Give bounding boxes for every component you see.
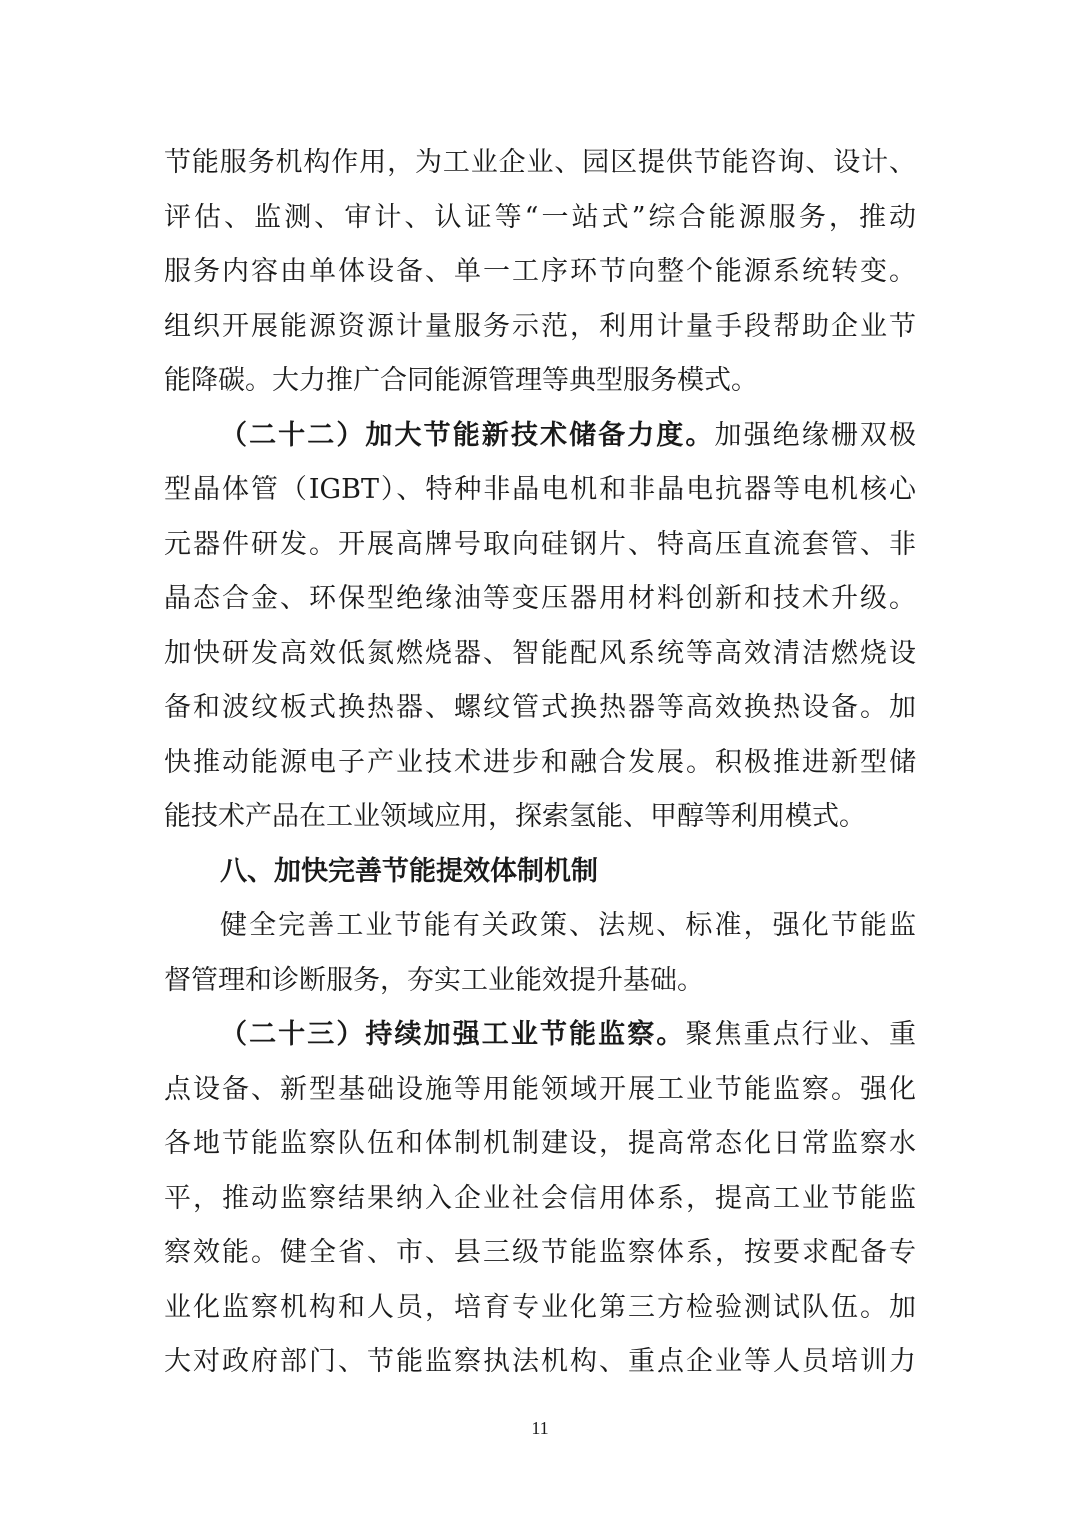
subsection-text: 聚焦重点行业、重 — [685, 1019, 916, 1050]
text-line: 快推动能源电子产业技术进步和融合发展。积极推进新型储 — [164, 746, 916, 778]
page-number: 11 — [531, 1418, 549, 1438]
text-line: 节能服务机构作用，为工业企业、园区提供节能咨询、设计、 — [164, 147, 916, 178]
text-line: 能技术产品在工业领域应用，探索氢能、甲醇等利用模式。 — [164, 801, 866, 832]
text-line: 业化监察机构和人员，培育专业化第三方检验测试队伍。加 — [164, 1291, 916, 1323]
text-line: 健全完善工业节能有关政策、法规、标准，强化节能监 — [220, 910, 916, 941]
text-line: 加快研发高效低氮燃烧器、智能配风系统等高效清洁燃烧设 — [164, 637, 916, 669]
text-line: 评估、监测、审计、认证等“一站式”综合能源服务，推动 — [164, 201, 916, 233]
subsection-first-line — [164, 1008, 916, 1063]
text-line: 大对政府部门、节能监察执法机构、重点企业等人员培训力 — [164, 1346, 916, 1377]
text-line: 能降碳。大力推广合同能源管理等典型服务模式。 — [164, 365, 758, 396]
text-line: 平，推动监察结果纳入企业社会信用体系，提高工业节能监 — [164, 1182, 916, 1214]
text-line: 元器件研发。开展高牌号取向硅钢片、特高压直流套管、非 — [164, 528, 916, 560]
text-line: 察效能。健全省、市、县三级节能监察体系，按要求配备专 — [164, 1237, 916, 1268]
subsection-first-line — [164, 409, 916, 464]
text-line: 备和波纹板式换热器、螺纹管式换热器等高效换热设备。加 — [164, 692, 916, 723]
document-body — [164, 136, 916, 1390]
text-line: 型晶体管（IGBT）、特种非晶电机和非晶电抗器等电机核心 — [164, 474, 916, 505]
text-line: 晶态合金、环保型绝缘油等变压器用材料创新和技术升级。 — [164, 583, 916, 614]
subsection-title-22: （二十二）加大节能新技术储备力度。 — [220, 419, 715, 451]
text-line: 各地节能监察队伍和体制机制建设，提高常态化日常监察水 — [164, 1128, 916, 1159]
subsection-title-23: （二十三）持续加强工业节能监察。 — [220, 1019, 686, 1050]
text-line: 服务内容由单体设备、单一工序环节向整个能源系统转变。 — [164, 256, 916, 287]
text-line: 督管理和诊断服务，夯实工业能效提升基础。 — [164, 964, 704, 996]
text-line: 组织开展能源资源计量服务示范，利用计量手段帮助企业节 — [164, 310, 916, 342]
text-line: 点设备、新型基础设施等用能领域开展工业节能监察。强化 — [164, 1073, 916, 1105]
subsection-text: 加强绝缘栅双极 — [714, 419, 916, 451]
section-heading: 八、加快完善节能提效体制机制 — [220, 855, 598, 887]
